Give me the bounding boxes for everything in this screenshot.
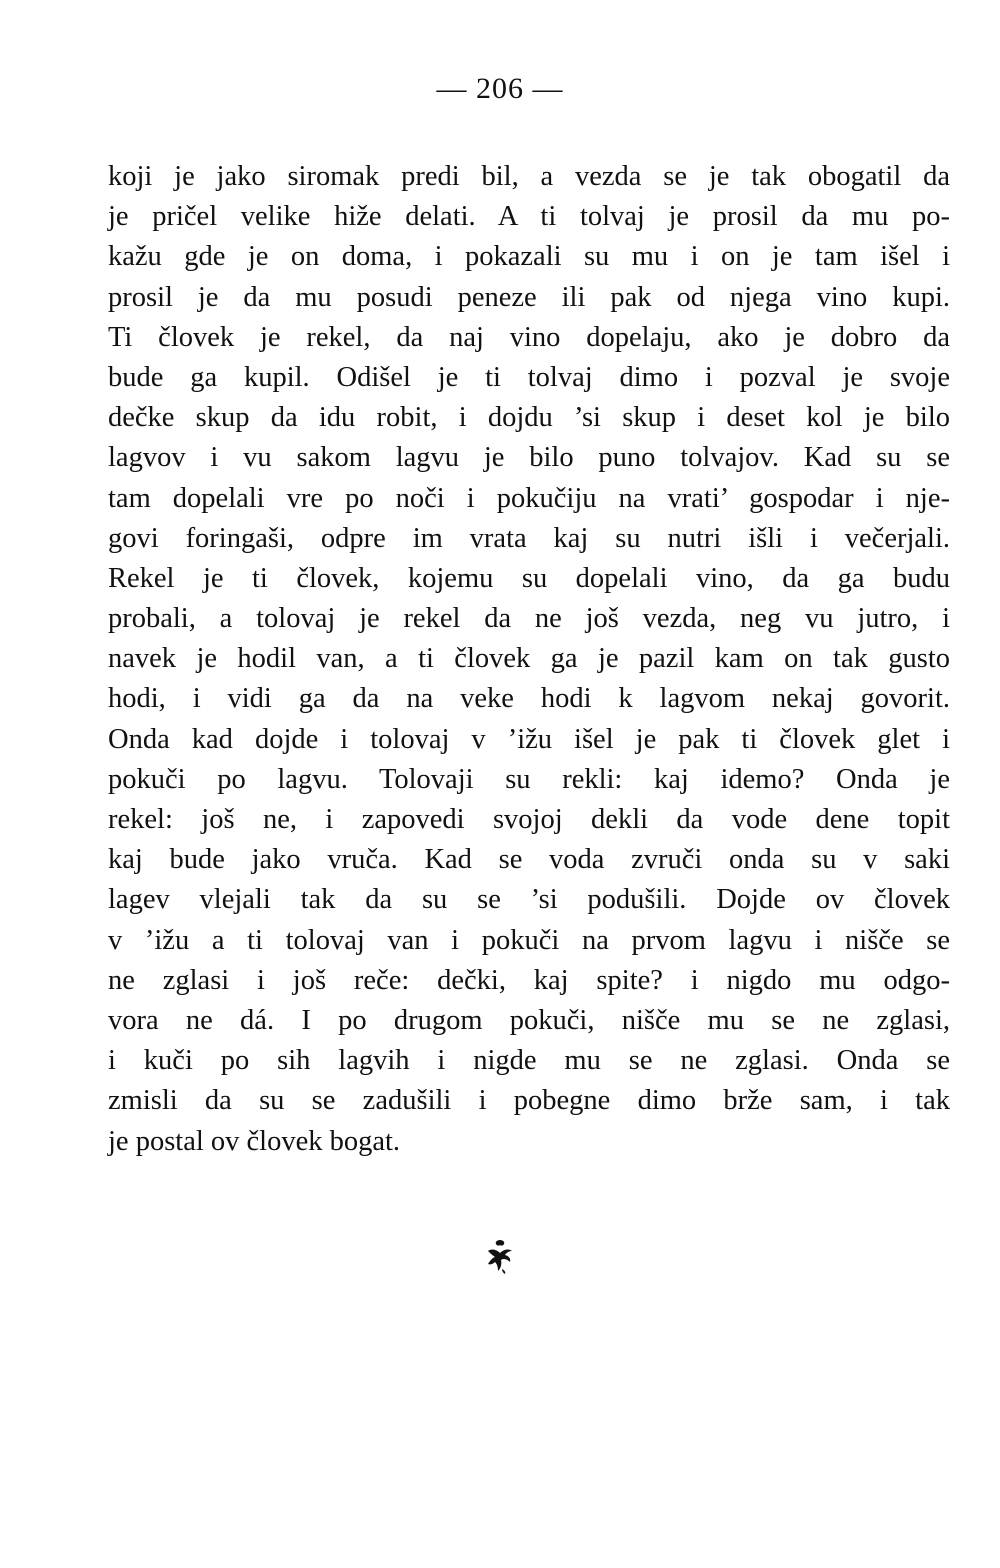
- text-line: probali, a tolovaj je rekel da ne još vezda, neg vu jutro, i: [108, 603, 950, 635]
- text-line: navek je hodil van, a ti človek ga je pazil kam on tak gusto: [108, 643, 950, 675]
- text-line: koji je jako siromak predi bil, a vezda se je tak obogatil da: [108, 161, 950, 192]
- text-line: Rekel je ti človek, kojemu su dopelali vino, da ga budu: [108, 562, 950, 594]
- text-line: govi foringaši, odpre im vrata kaj su nutri išli i večerjali.: [108, 522, 950, 554]
- fleuron-icon: [480, 1236, 520, 1276]
- text-line: kažu gde je on doma, i pokazali su mu i on je tam išel i: [108, 241, 950, 273]
- text-line: je pričel velike hiže delati. A ti tolvaj je prosil da mu po-: [108, 201, 950, 233]
- text-line: vora ne dá. I po drugom pokuči, nišče mu se ne zglasi,: [108, 1004, 950, 1036]
- text-line: hodi, i vidi ga da na veke hodi k lagvom nekaj govorit.: [108, 683, 950, 715]
- text-line: lagvov i vu sakom lagvu je bilo puno tolvajov. Kad su se: [108, 442, 950, 474]
- text-line: rekel: još ne, i zapovedi svojoj dekli da vode dene topit: [108, 804, 950, 835]
- text-line: Ti človek je rekel, da naj vino dopelaju, ako je dobro da: [108, 321, 950, 353]
- text-line: i kuči po sih lagvih i nigde mu se ne zglasi. Onda se: [108, 1045, 950, 1077]
- text-line: Onda kad dojde i tolovaj v ’ižu išel je pak ti človek glet i: [108, 723, 950, 755]
- page-number: — 206 —: [436, 72, 564, 105]
- text-line: kaj bude jako vruča. Kad se voda zvruči onda su v saki: [108, 844, 950, 876]
- text-line: pokuči po lagvu. Tolovaji su rekli: kaj idemo? Onda je: [108, 763, 950, 795]
- body-text: [108, 157, 950, 1162]
- text-line: bude ga kupil. Odišel je ti tolvaj dimo i pozval je svoje: [108, 361, 950, 393]
- text-line-last: je postal ov človek bogat.: [108, 1125, 401, 1157]
- text-line: prosil je da mu posudi peneze ili pak od njega vino kupi.: [108, 281, 950, 313]
- text-line: zmisli da su se zadušili i pobegne dimo brže sam, i tak: [108, 1085, 950, 1117]
- text-line: dečke skup da idu robit, i dojdu ’si skup i deset kol je bilo: [108, 402, 950, 434]
- text-line: lagev vlejali tak da su se ’si podušili. Dojde ov človek: [108, 884, 950, 916]
- text-line: tam dopelali vre po noči i pokučiju na vrati’ gospodar i nje-: [108, 482, 950, 514]
- text-line: v ’ižu a ti tolovaj van i pokuči na prvom lagvu i nišče se: [108, 924, 950, 956]
- text-line: ne zglasi i još reče: dečki, kaj spite? i nigdo mu odgo-: [108, 964, 950, 996]
